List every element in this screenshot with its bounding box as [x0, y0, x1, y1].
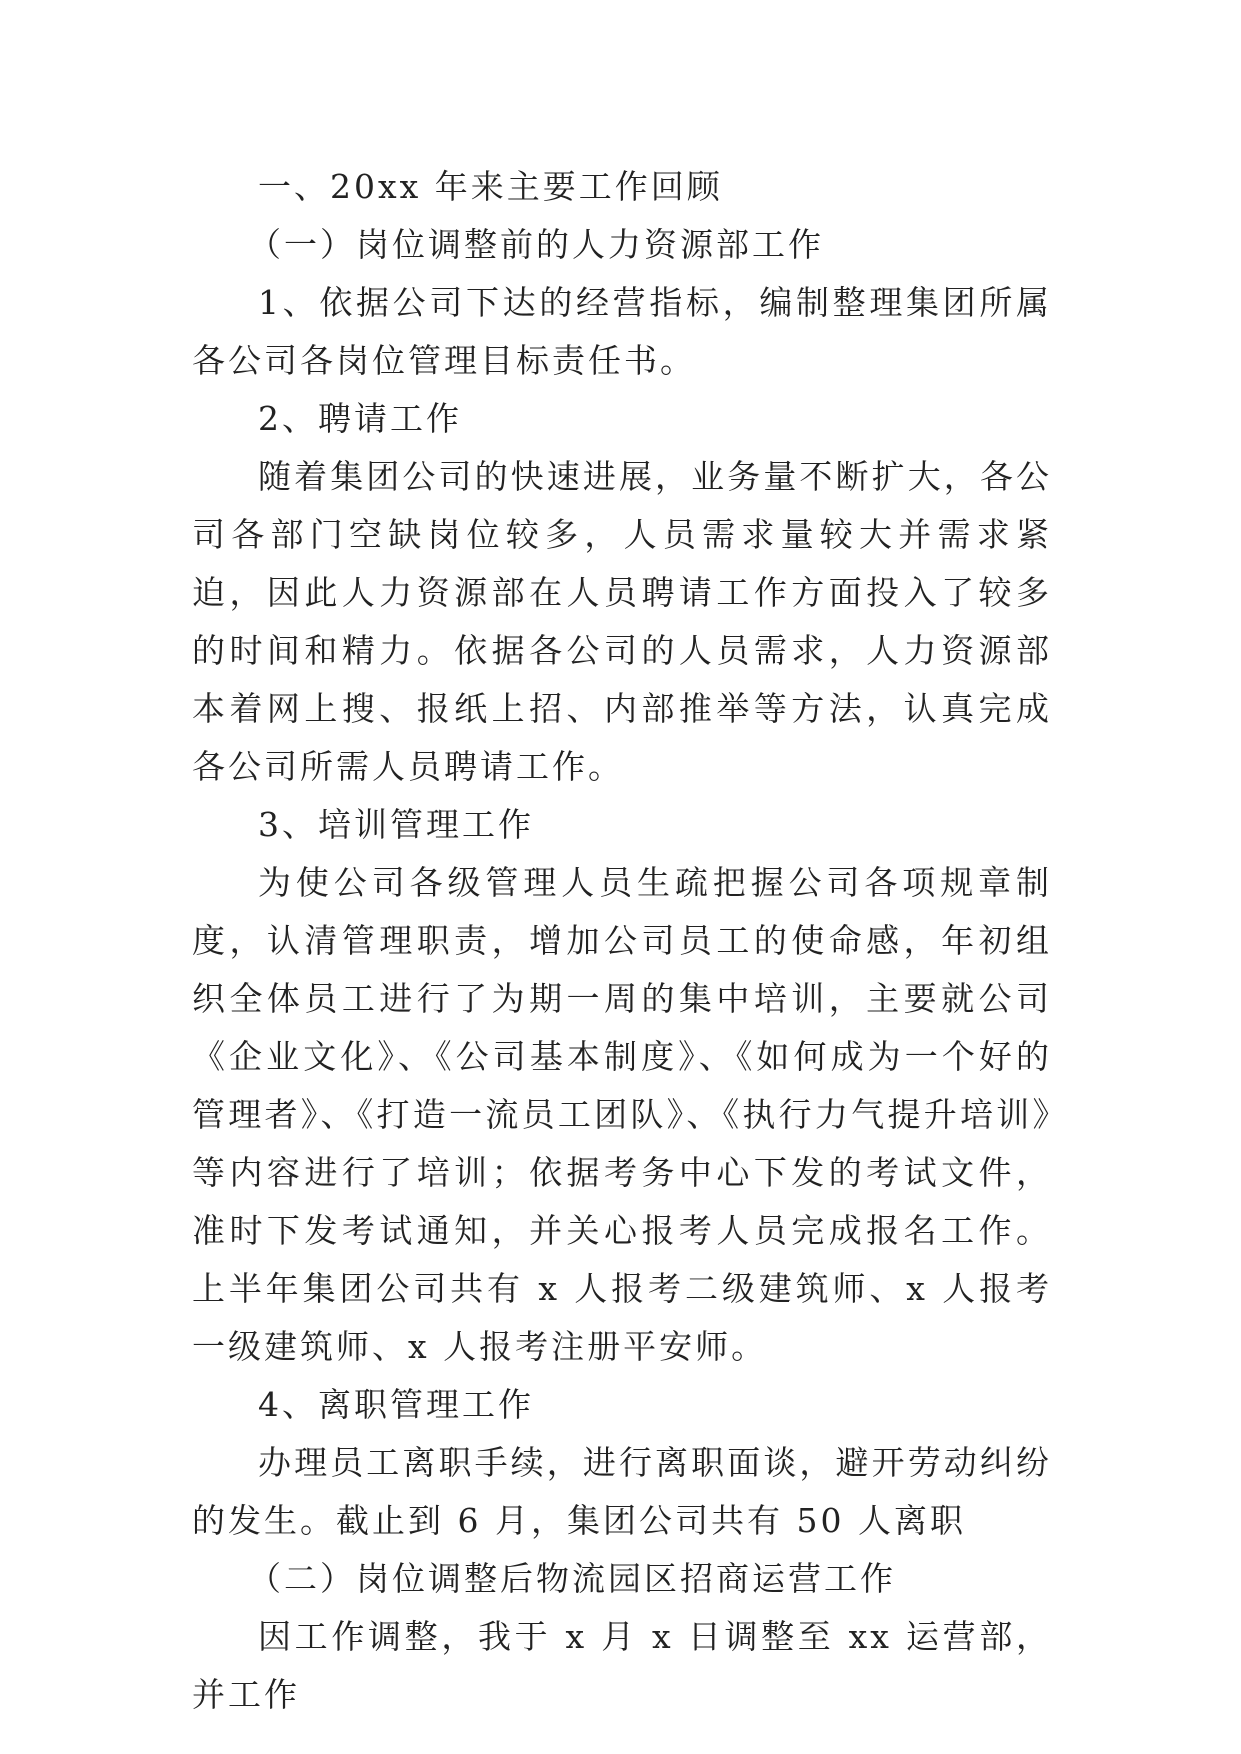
- paragraph-reassignment: 因工作调整，我于 x 月 x 日调整至 xx 运营部，并工作: [192, 1617, 1052, 1714]
- paragraph-resignation: 办理员工离职手续，进行离职面谈，避开劳动纠纷的发生。截止到 6 月，集团公司共有 50 人离职: [192, 1443, 1052, 1540]
- section-heading-1: 一、20xx 年来主要工作回顾: [258, 167, 723, 206]
- subsection-heading-2: （二）岗位调整后物流园区招商运营工作: [248, 1559, 896, 1598]
- paragraph-recruitment: 随着集团公司的快速进展，业务量不断扩大，各公司各部门空缺岗位较多，人员需求量较大并需求紧迫，因此人力资源部在人员聘请工作方面投入了较多的时间和精力。依据各公司的人员需求，人力资源部本着网上搜、报纸上招、内部推举等方法，认真完成各公司所需人员聘请工作。: [192, 457, 1052, 786]
- item-heading-3: 3、培训管理工作: [258, 805, 534, 844]
- subsection-heading-1: （一）岗位调整前的人力资源部工作: [248, 225, 824, 264]
- item-heading-4: 4、离职管理工作: [258, 1385, 534, 1424]
- item-heading-2: 2、聘请工作: [258, 399, 462, 438]
- paragraph-training: 为使公司各级管理人员生疏把握公司各项规章制度，认清管理职责，增加公司员工的使命感，年初组织全体员工进行了为期一周的集中培训，主要就公司《企业文化》、《公司基本制度》、《如何成为一个好的管理者》、《打造一流员工团队》、《执行力气提升培训》等内容进行了培训；依据考务中心下发的考试文件，准时下发考试通知，并关心报考人员完成报名工作。上半年集团公司共有 x 人报考二级建筑师、x 人报考一级建筑师、x 人报考注册平安师。: [192, 863, 1052, 1366]
- document-body: [192, 158, 1052, 1724]
- paragraph-item-1: 1、依据公司下达的经营指标，编制整理集团所属各公司各岗位管理目标责任书。: [192, 283, 1052, 380]
